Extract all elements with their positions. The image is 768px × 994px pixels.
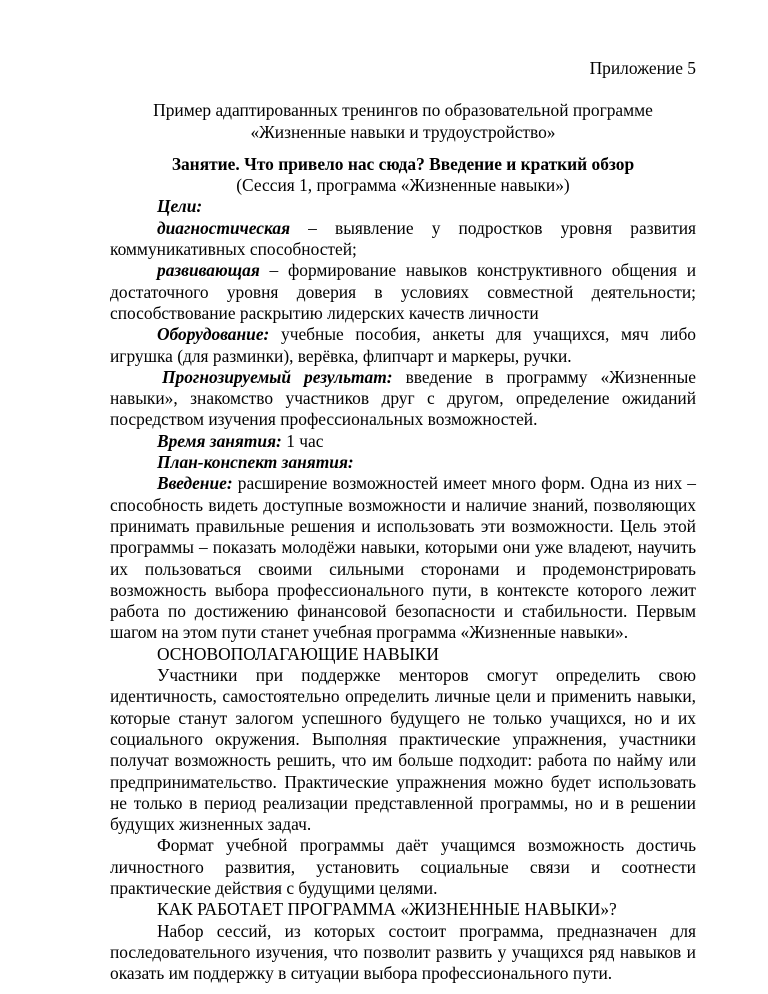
lesson-time	[110, 431, 696, 452]
goal-developing	[110, 260, 696, 324]
section1-paragraph1: Участники при поддержке менторов смогут определить свою идентичность, самостоятельно определить личные цели и применить навыки, которые станут залогом успешного будущего не только учащихся, но и их социального окружения. Выполняя практические упражнения, участники получат возможность решить, что им больше подходит: работа по найму или предпринимательство. Практические упражнения можно будет использовать не только в период реализации представленной программы, но и в решении будущих жизненных задач.	[110, 665, 696, 835]
document-page	[110, 58, 696, 984]
intro-paragraph	[110, 473, 696, 643]
lesson-session: (Сессия 1, программа «Жизненные навыки»)	[236, 175, 570, 196]
intro-label: Введение:	[157, 473, 233, 494]
section-heading-foundational-skills: ОСНОВОПОЛАГАЮЩИЕ НАВЫКИ	[157, 643, 439, 664]
plan-heading: План-конспект занятия:	[157, 452, 354, 473]
doc-title-line2: «Жизненные навыки и трудоустройство»	[250, 121, 556, 142]
equipment-label: Оборудование:	[157, 324, 270, 345]
section-heading-how-program-works: КАК РАБОТАЕТ ПРОГРАММА «ЖИЗНЕННЫЕ НАВЫКИ»?	[157, 899, 617, 920]
equipment	[110, 324, 696, 367]
goal-developing-text: – формирование навыков конструктивного общения и достаточного уровня доверия в условиях совместной деятельности; способствование раскрытию лидерских качеств личности	[110, 260, 696, 323]
expected-result	[110, 367, 696, 431]
equipment-text: учебные пособия, анкеты для учащихся, мяч либо игрушка (для разминки), верёвка, флипчарт и маркеры, ручки.	[110, 324, 696, 366]
lesson-title: Занятие. Что привело нас сюда? Введение и краткий обзор	[171, 153, 635, 174]
lesson-time-text: 1 час	[281, 430, 324, 451]
goal-diagnostic-text: – выявление у подростков уровня развития коммуникативных способностей;	[110, 217, 696, 260]
goal-diagnostic	[110, 218, 696, 261]
intro-text: расширение возможностей имеет много форм. Одна из них – способность видеть доступные возможности и наличие знаний, позволяющих принимать правильные решения и использовать эти возможности. Цель этой программы – показать молодёжи навыки, которыми они уже владеют, научить их пользоваться своими сильными сторонами и продемонстрировать возможность выбора профессионального пути, в контексте которого лежит работа по достижению финансовой безопасности и стабильности. Первым шагом на этом пути станет учебная программа «Жизненные навыки».	[110, 473, 696, 643]
section2-paragraph1: Набор сессий, из которых состоит программа, предназначен для последовательного изучения, что позволит развить у учащихся ряд навыков и оказать им поддержку в ситуации выбора профессионального пути.	[110, 920, 696, 984]
expected-result-label: Прогнозируемый результат:	[162, 366, 393, 387]
goal-developing-label: развивающая	[157, 260, 260, 281]
appendix-label: Приложение 5	[589, 58, 696, 78]
goal-diagnostic-label: диагностическая	[157, 217, 291, 238]
goals-heading: Цели:	[157, 196, 203, 217]
doc-title-line1: Пример адаптированных тренингов по образовательной программе	[153, 100, 653, 121]
lesson-time-label: Время занятия:	[157, 430, 282, 451]
section1-paragraph2: Формат учебной программы даёт учащимся возможность достичь личностного развития, установить социальные связи и соотнести практические действия с будущими целями.	[110, 835, 696, 898]
expected-result-text: введение в программу «Жизненные навыки», знакомство участников друг с другом, определение ожиданий посредством изучения профессиональных возможностей.	[110, 366, 696, 430]
